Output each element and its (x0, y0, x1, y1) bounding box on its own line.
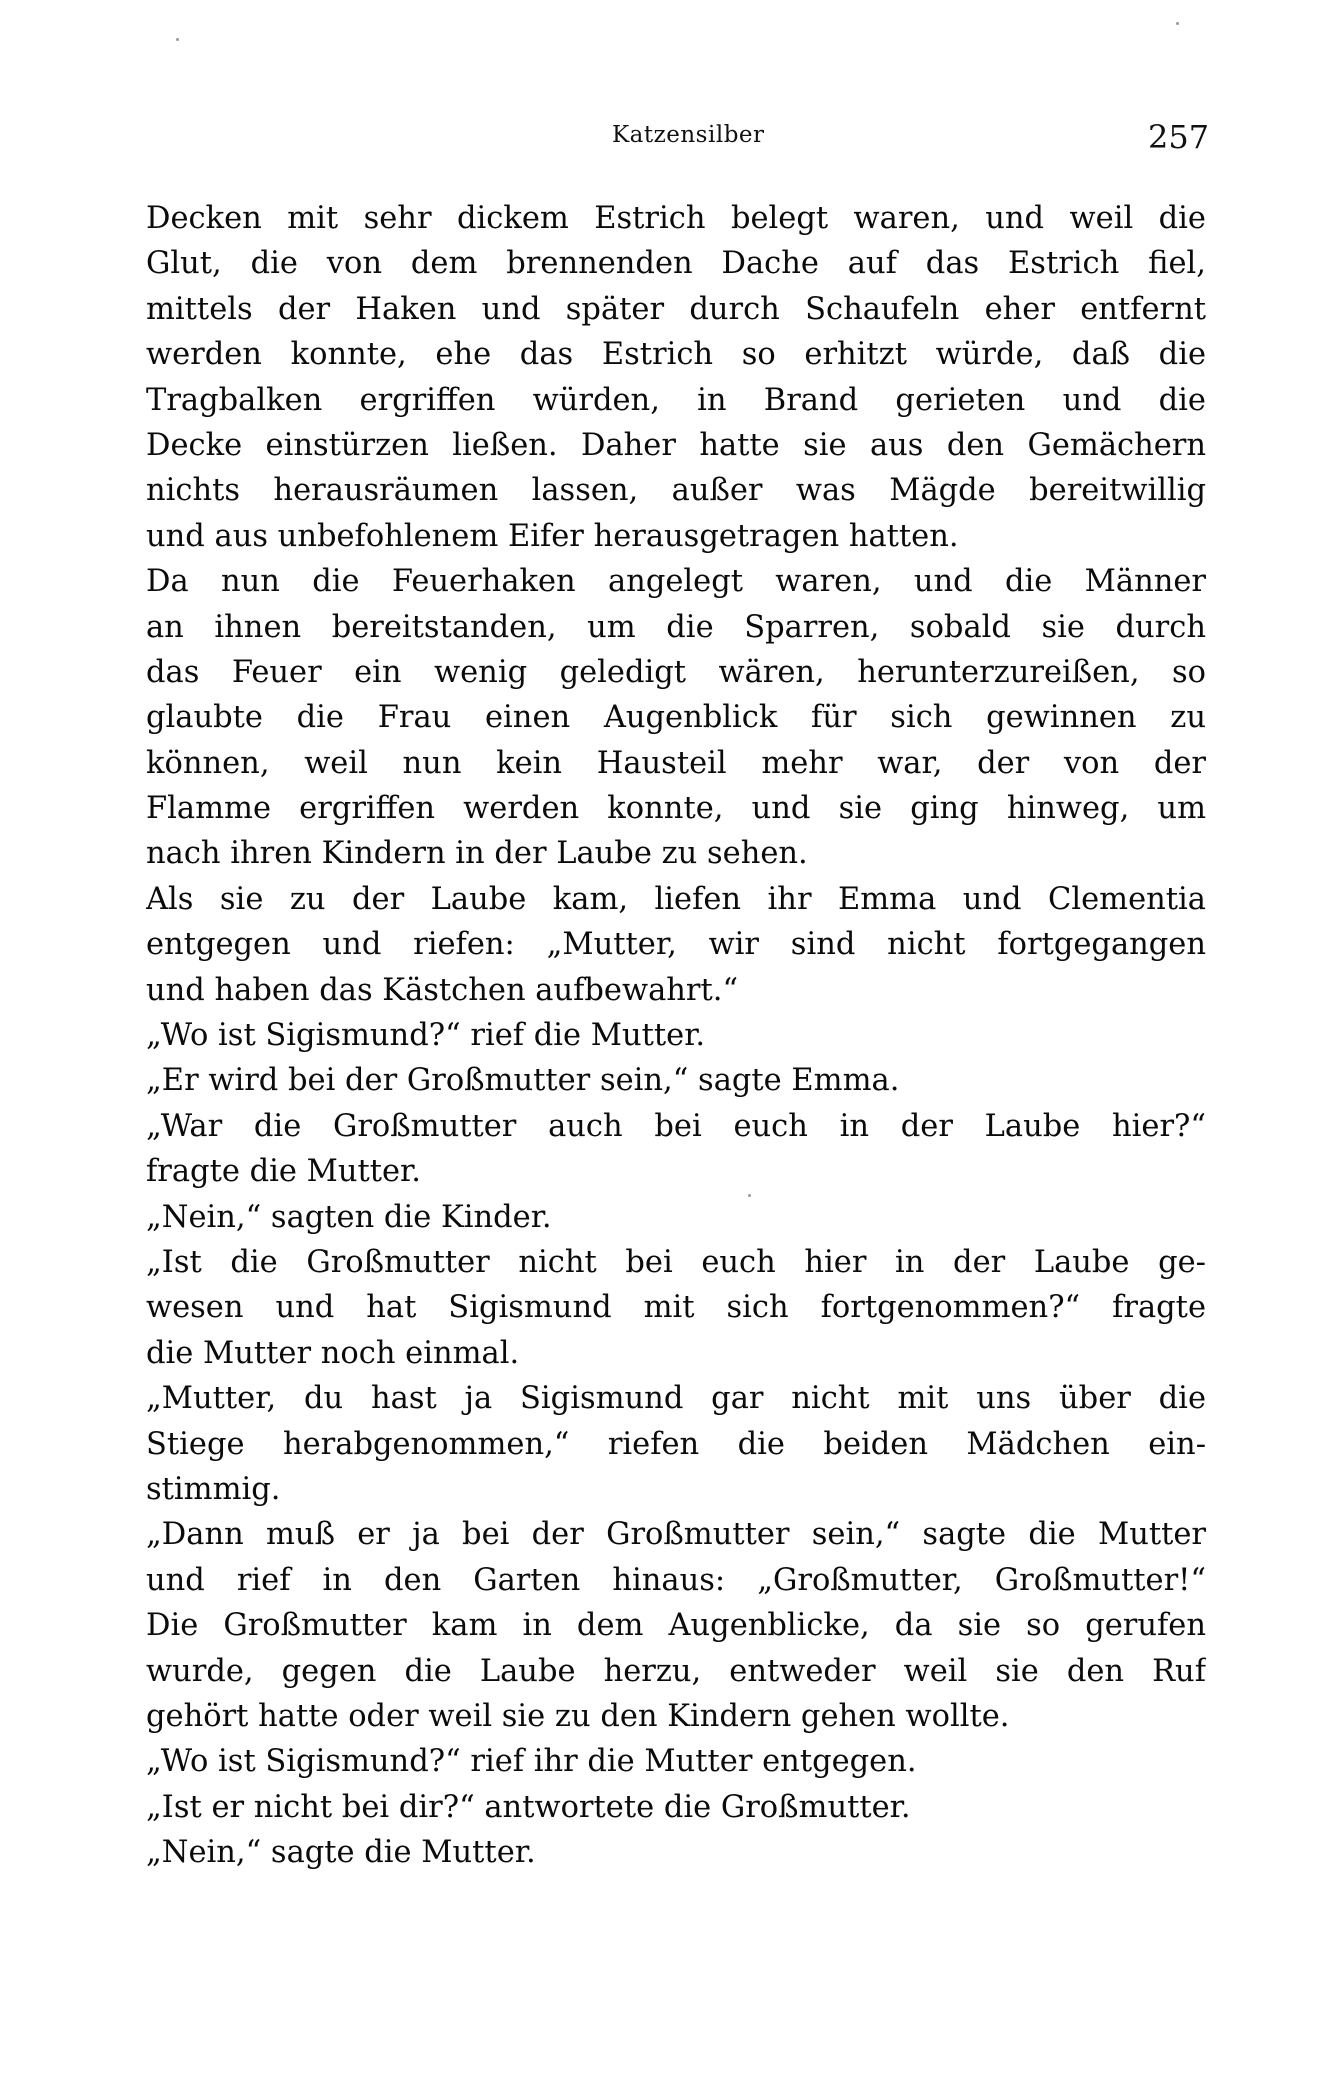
text-line: und rief in den Garten hinaus: „Großmutter, Großmutter!“ (146, 1562, 1206, 1598)
text-line: an ihnen bereitstanden, um die Sparren, sobald sie durch (146, 609, 1206, 645)
text-line: „Mutter, du hast ja Sigismund gar nicht mit uns über die (146, 1381, 1206, 1417)
text-line: und aus unbefohlenem Eifer herausgetragen hatten. (146, 518, 959, 554)
text-line: mittels der Haken und später durch Schaufeln eher entfernt (146, 291, 1206, 327)
text-line: Die Großmutter kam in dem Augenblicke, da sie so gerufen (146, 1608, 1206, 1644)
page-number: 257 (1148, 118, 1210, 156)
text-line: Da nun die Feuerhaken angelegt waren, und die Männer (146, 564, 1206, 600)
running-head (0, 118, 1318, 156)
text-line: „Wo ist Sigismund?“ rief ihr die Mutter entgegen. (146, 1744, 917, 1780)
text-line: wurde, gegen die Laube herzu, entweder weil sie den Ruf (146, 1653, 1206, 1689)
text-line: Decke einstürzen ließen. Daher hatte sie aus den Gemächern (146, 427, 1206, 463)
text-line: entgegen und riefen: „Mutter, wir sind nicht fortgegangen (146, 927, 1206, 963)
text-line: nach ihren Kindern in der Laube zu sehen. (146, 836, 808, 872)
text-line: Flamme ergriffen werden konnte, und sie ging hinweg, um (146, 791, 1206, 827)
body-text (146, 196, 1206, 1875)
text-line: stimmig. (146, 1471, 281, 1507)
text-line: „Ist er nicht bei dir?“ antwortete die Großmutter. (146, 1789, 911, 1825)
text-line: „War die Großmutter auch bei euch in der Laube hier?“ (146, 1108, 1206, 1144)
text-line: Als sie zu der Laube kam, liefen ihr Emma und Clementia (146, 881, 1206, 917)
text-line: „Ist die Großmutter nicht bei euch hier in der Laube ge- (146, 1244, 1206, 1280)
text-line: nichts herausräumen lassen, außer was Mägde bereitwillig (146, 473, 1206, 509)
text-line: „Nein,“ sagten die Kinder. (146, 1199, 552, 1235)
running-title: Katzensilber (612, 122, 765, 148)
text-line: Decken mit sehr dickem Estrich belegt waren, und weil die (146, 201, 1206, 236)
text-line: das Feuer ein wenig geledigt wären, herunterzureißen, so (146, 654, 1206, 690)
text-line: Stiege herabgenommen,“ riefen die beiden Mädchen ein- (146, 1426, 1206, 1462)
text-line: „Nein,“ sagte die Mutter. (146, 1835, 536, 1871)
text-line: Glut, die von dem brennenden Dache auf das Estrich fiel, (146, 246, 1206, 282)
text-line: „Dann muß er ja bei der Großmutter sein,“ sagte die Mutter (146, 1517, 1206, 1553)
text-line: werden konnte, ehe das Estrich so erhitzt würde, daß die (146, 337, 1206, 373)
text-line: die Mutter noch einmal. (146, 1335, 520, 1371)
text-line: „Er wird bei der Großmutter sein,“ sagte Emma. (146, 1063, 900, 1099)
paper-speck (1176, 22, 1179, 25)
text-line: fragte die Mutter. (146, 1154, 421, 1190)
text-line: „Wo ist Sigismund?“ rief die Mutter. (146, 1018, 706, 1054)
text-line: wesen und hat Sigismund mit sich fortgenommen?“ fragte (146, 1290, 1206, 1326)
text-line: Tragbalken ergriffen würden, in Brand gerieten und die (146, 382, 1206, 418)
paper-speck (176, 38, 179, 41)
text-line: gehört hatte oder weil sie zu den Kindern gehen wollte. (146, 1698, 1010, 1734)
text-line: können, weil nun kein Hausteil mehr war, der von der (146, 745, 1206, 781)
text-line: und haben das Kästchen aufbewahrt.“ (146, 972, 739, 1008)
text-line: glaubte die Frau einen Augenblick für sich gewinnen zu (146, 700, 1206, 736)
